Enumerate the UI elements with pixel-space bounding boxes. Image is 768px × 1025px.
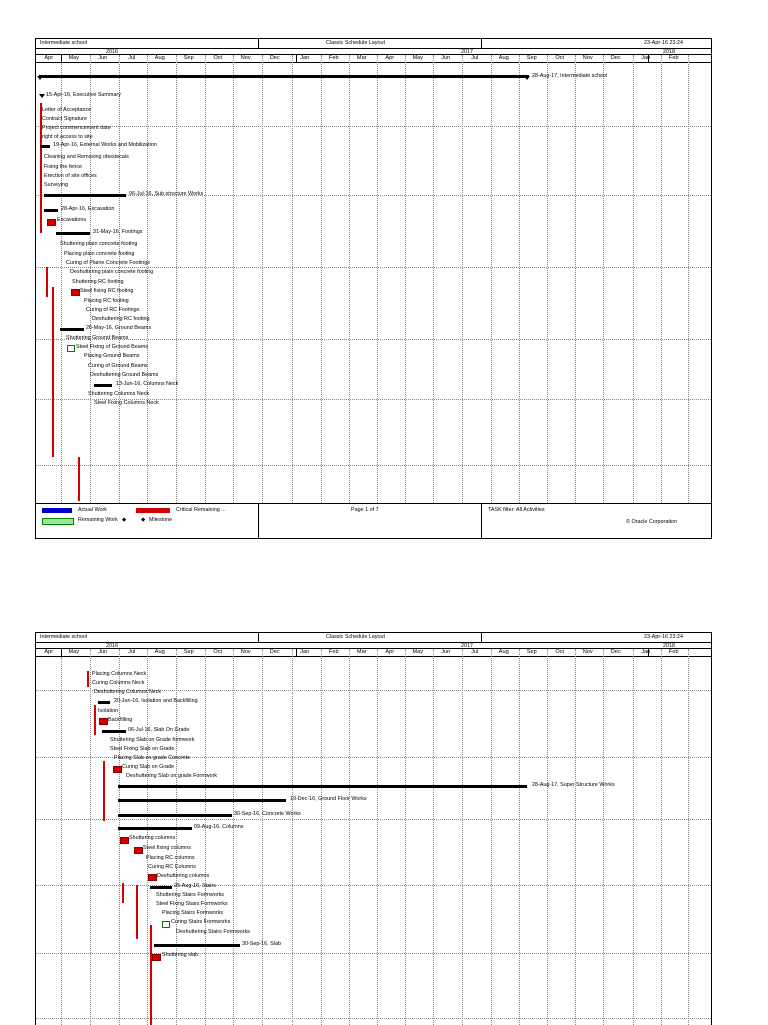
gantt-label: 09-Aug-16, Columns [194, 824, 244, 830]
gantt-label: Backfilling [108, 717, 133, 723]
divider [36, 656, 711, 657]
grid-line [405, 649, 406, 1025]
divider [36, 642, 711, 643]
grid-line [377, 649, 378, 1025]
gantt-label: 19-Dec-16, Ground Floor Works [290, 796, 367, 802]
gantt-label: right of access to site [42, 134, 93, 140]
grid-line [519, 55, 520, 503]
gantt-label: Fixing the fence [44, 164, 83, 170]
grid-line [661, 649, 662, 1025]
gantt-label: Shuttering Slab on Grade formwork [110, 737, 195, 743]
divider [481, 39, 482, 48]
gantt-label: Steel fixing columns [143, 845, 191, 851]
summary-marker [39, 94, 45, 98]
summary-bar-end [524, 76, 530, 80]
critical-task-bar[interactable] [113, 766, 122, 773]
month-label: Dec [269, 649, 280, 655]
month-label: Dec [610, 649, 621, 655]
gantt-label: Shuttering Columns Neck [88, 391, 150, 397]
gantt-label: Placing Columns Neck [92, 671, 147, 677]
schedule-page-1 [35, 38, 712, 539]
gantt-label: Steel fixing RC footing [80, 288, 134, 294]
month-label: Jan [641, 55, 651, 61]
grid-line [491, 55, 492, 503]
month-label: Apr [385, 55, 395, 61]
gantt-label: Deshuttering Ground Beams [90, 372, 159, 378]
month-label: Nov [240, 649, 251, 655]
critical-link [136, 885, 138, 939]
grid-line [433, 649, 434, 1025]
gantt-label: 30-Sep-16, Slab [242, 941, 281, 947]
grid-line [519, 649, 520, 1025]
month-label: Jul [471, 55, 479, 61]
month-label: May [68, 55, 80, 61]
gantt-label: Steel Fixing Columns Neck [94, 400, 159, 406]
divider [36, 48, 711, 49]
remaining-work-swatch [42, 518, 74, 525]
gantt-label: Shuttering columns [129, 835, 176, 841]
grid-line [36, 339, 711, 340]
month-label: Feb [328, 55, 339, 61]
gantt-label: 30-Sep-16, Concrete Works [234, 811, 301, 817]
grid-line [575, 649, 576, 1025]
month-label: Sep [183, 649, 194, 655]
summary-bar[interactable] [118, 827, 192, 830]
grid-line [377, 55, 378, 503]
gantt-label: 06-Jul-16, Slab On Grade [128, 727, 190, 733]
gantt-label: Deshuttering Columns Neck [94, 689, 162, 695]
gantt-label: Isolation [98, 708, 119, 714]
divider [36, 62, 711, 63]
gantt-label: 28-Apr-16, Excavation [61, 206, 115, 212]
grid-line [176, 649, 177, 1025]
gantt-label: Cleaning and Removing obestecals [44, 154, 129, 160]
page-number: Page 1 of 7 [351, 507, 379, 513]
grid-line [688, 55, 689, 503]
year-label: 2016 [106, 49, 118, 55]
grid-line [36, 465, 711, 466]
month-label: Jun [441, 55, 451, 61]
remaining-task-bar[interactable] [67, 345, 75, 352]
gantt-label: Deshuttering plain concrete footing [70, 269, 154, 275]
month-label: Jan [300, 55, 310, 61]
month-label: Oct [555, 55, 565, 61]
summary-bar[interactable] [118, 814, 232, 817]
gantt-label: Curing Stairs Formworks [171, 919, 231, 925]
critical-task-bar[interactable] [71, 289, 80, 296]
month-label: Apr [44, 55, 54, 61]
critical-link [122, 883, 124, 903]
summary-bar[interactable] [94, 384, 112, 387]
actual-work-swatch [42, 508, 72, 513]
grid-line [462, 55, 463, 503]
critical-remaining-swatch [136, 508, 170, 513]
summary-bar[interactable] [102, 730, 126, 733]
gantt-label: Contract Signature [42, 116, 87, 122]
gantt-label: Shuttering Stairs Formworks [156, 892, 225, 898]
gantt-label: Curing Slab on Grade [122, 764, 175, 770]
legend-label: Actual Work [78, 507, 107, 513]
month-label: May [412, 649, 424, 655]
summary-bar[interactable] [39, 75, 529, 78]
gantt-label: Curing of Plaine Concrete Footings [66, 260, 150, 266]
month-label: Feb [668, 649, 679, 655]
gantt-label: Placing Slab on grade Concrete [114, 755, 191, 761]
gantt-label: Excavations [57, 217, 87, 223]
month-label: Aug [498, 649, 509, 655]
legend-label: Milestone [149, 517, 173, 523]
gantt-label: 25-Aug-16, Stairs [174, 883, 216, 889]
print-datetime: 23-Apr-16 23:24 [644, 40, 683, 46]
summary-bar[interactable] [44, 194, 126, 197]
grid-line [603, 55, 604, 503]
gantt-label: Placing plain concrete footing [64, 251, 135, 257]
grid-line [36, 267, 711, 268]
year-label: 2018 [663, 49, 675, 55]
grid-line [262, 55, 263, 503]
grid-line [321, 649, 322, 1025]
grid-line [688, 649, 689, 1025]
gantt-label: Placing RC footing [84, 298, 129, 304]
gantt-label: Shuttering plain concrete footing [60, 241, 138, 247]
grid-line [633, 649, 634, 1025]
grid-line [262, 649, 263, 1025]
grid-line [433, 55, 434, 503]
month-header [36, 55, 711, 62]
grid-line [36, 819, 711, 820]
gantt-label: Project commencement date [42, 125, 111, 131]
critical-task-bar[interactable] [152, 954, 161, 961]
gantt-label: Placing RC columns [146, 855, 195, 861]
gantt-label: Surveying [44, 182, 68, 188]
year-label: 2018 [663, 643, 675, 649]
grid-line [292, 55, 293, 503]
copyright: © Oracle Corporation [626, 519, 678, 525]
gantt-label: 13-Jun-16, Columns Neck [116, 381, 179, 387]
gantt-label: 28-Aug-17, Intermediate school [532, 73, 608, 79]
critical-link [46, 267, 48, 297]
divider [258, 39, 259, 48]
print-datetime: 23-Apr-16 23:24 [644, 634, 683, 640]
gantt-label: 06-Jul-16, Sub structure Works [129, 191, 204, 197]
month-label: Sep [183, 55, 194, 61]
grid-line [405, 55, 406, 503]
gantt-label: Steel Fixing Stairs Formworks [156, 901, 228, 907]
gantt-label: Placing Stairs Formworks [162, 910, 224, 916]
gantt-label: Deshuttering RC footing [92, 316, 150, 322]
month-label: Feb [328, 649, 339, 655]
gantt-label: Curing RC Columns [148, 864, 196, 870]
project-title: Intermediate school [40, 634, 88, 640]
summary-bar[interactable] [150, 886, 172, 889]
gantt-label: 28-Aug-17, Super Structure Works [532, 782, 615, 788]
gantt-label: Steel Fixing Slab on Grade [110, 746, 175, 752]
month-label: Apr [385, 649, 395, 655]
divider [36, 503, 711, 504]
month-label: May [68, 649, 80, 655]
month-header [36, 649, 711, 656]
critical-link [94, 705, 96, 735]
divider [481, 503, 482, 538]
grid-line [36, 126, 711, 127]
month-label: Jul [128, 649, 136, 655]
divider [481, 633, 482, 642]
grid-line [547, 55, 548, 503]
grid-line [575, 55, 576, 503]
grid-line [661, 55, 662, 503]
grid-line [349, 55, 350, 503]
month-label: Jul [471, 649, 479, 655]
month-label: Oct [213, 649, 223, 655]
month-label: Aug [498, 55, 509, 61]
gantt-label: Deshuttering columns [157, 873, 210, 879]
summary-bar[interactable] [40, 145, 50, 148]
grid-line [321, 55, 322, 503]
month-label: Sep [526, 55, 537, 61]
gantt-label: Steel Fixing of Ground Beams [76, 344, 148, 350]
divider [258, 503, 259, 538]
month-label: Nov [582, 649, 593, 655]
legend-label: Critical Remaining ... [176, 507, 226, 513]
grid-line [205, 55, 206, 503]
layout-name: Classic Schedule Layout [326, 634, 386, 640]
gantt-label: Placing Ground Beams [84, 353, 140, 359]
gantt-label: Shuttering Ground Beams [66, 335, 129, 341]
month-label: Mar [356, 649, 367, 655]
gantt-label: Deshuttering Slab on grade Formwork [126, 773, 218, 779]
month-label: Jun [98, 55, 108, 61]
grid-line [547, 649, 548, 1025]
month-label: Aug [154, 649, 165, 655]
layout-name: Classic Schedule Layout [326, 40, 386, 46]
month-label: Jun [441, 649, 451, 655]
critical-link [150, 925, 152, 1025]
gantt-label: Curing Columns Neck [92, 680, 145, 686]
grid-line [633, 55, 634, 503]
gantt-label: 15-Apr-16, Executive Summary [46, 92, 121, 98]
month-label: Jan [641, 649, 651, 655]
schedule-page-2 [35, 632, 712, 1025]
month-label: Nov [582, 55, 593, 61]
grid-line [491, 649, 492, 1025]
grid-line [147, 55, 148, 503]
month-label: Aug [154, 55, 165, 61]
grid-line [36, 953, 711, 954]
critical-link [103, 761, 105, 821]
divider [258, 633, 259, 642]
summary-bar-start [37, 76, 43, 80]
gantt-label: Deshuttering Stairs Formworks [176, 929, 250, 935]
grid-line [176, 55, 177, 503]
grid-line [36, 1018, 711, 1019]
summary-bar[interactable] [98, 701, 110, 704]
gantt-label: 26-May-16, Ground Beams [86, 325, 152, 331]
month-label: Mar [356, 55, 367, 61]
month-label: Apr [44, 649, 54, 655]
year-label: 2017 [461, 643, 473, 649]
month-label: Dec [269, 55, 280, 61]
critical-task-bar[interactable] [99, 718, 108, 725]
month-label: Nov [240, 55, 251, 61]
gantt-label: 20-Jun-16, Isolation and Backfilling [114, 698, 198, 704]
project-title: Intermediate school [40, 40, 88, 46]
gantt-label: Shuttering slab [162, 952, 198, 958]
divider [61, 649, 62, 656]
month-label: Jan [300, 649, 310, 655]
critical-task-bar[interactable] [134, 847, 143, 854]
grid-line [61, 657, 62, 1025]
year-label: 2016 [106, 643, 118, 649]
grid-line [349, 649, 350, 1025]
gantt-label: Letter of Acceptance [42, 107, 92, 113]
remaining-task-bar[interactable] [162, 921, 170, 928]
summary-bar[interactable] [118, 799, 286, 802]
summary-bar[interactable] [44, 209, 58, 212]
gantt-label: Curing of RC Footings [86, 307, 140, 313]
grid-line [233, 649, 234, 1025]
grid-line [233, 55, 234, 503]
gantt-label: Shuttering RC footing [72, 279, 124, 285]
grid-line [205, 649, 206, 1025]
summary-bar[interactable] [60, 328, 84, 331]
month-label: Jul [128, 55, 136, 61]
summary-bar[interactable] [118, 785, 527, 788]
grid-line [462, 649, 463, 1025]
month-label: Oct [213, 55, 223, 61]
gantt-label: 19-Apr-16, External Works and Mobilization [53, 142, 157, 148]
month-label: Jun [98, 649, 108, 655]
grid-line [603, 649, 604, 1025]
divider [61, 55, 62, 62]
milestone-icon: ◆ [141, 517, 146, 523]
year-label: 2017 [461, 49, 473, 55]
grid-line [292, 649, 293, 1025]
month-label: Feb [668, 55, 679, 61]
critical-task-bar[interactable] [148, 874, 157, 881]
critical-task-bar[interactable] [47, 219, 56, 226]
gantt-label: 31-May-16, Footings [93, 229, 143, 235]
month-label: Sep [526, 649, 537, 655]
milestone-icon: ◆ [122, 517, 127, 523]
gantt-label: Curing of Ground Beams [88, 363, 148, 369]
critical-link [87, 671, 89, 687]
month-label: May [412, 55, 424, 61]
grid-line [90, 649, 91, 1025]
summary-bar[interactable] [154, 944, 240, 947]
critical-task-bar[interactable] [120, 837, 129, 844]
critical-link [52, 287, 54, 457]
month-label: Oct [555, 649, 565, 655]
summary-bar[interactable] [56, 232, 90, 235]
critical-link [78, 457, 80, 501]
month-label: Dec [610, 55, 621, 61]
task-filter: TASK filter: All Activities [488, 507, 545, 513]
gantt-label: Erection of site offices [44, 173, 97, 179]
legend-label: Remaining Work [78, 517, 118, 523]
